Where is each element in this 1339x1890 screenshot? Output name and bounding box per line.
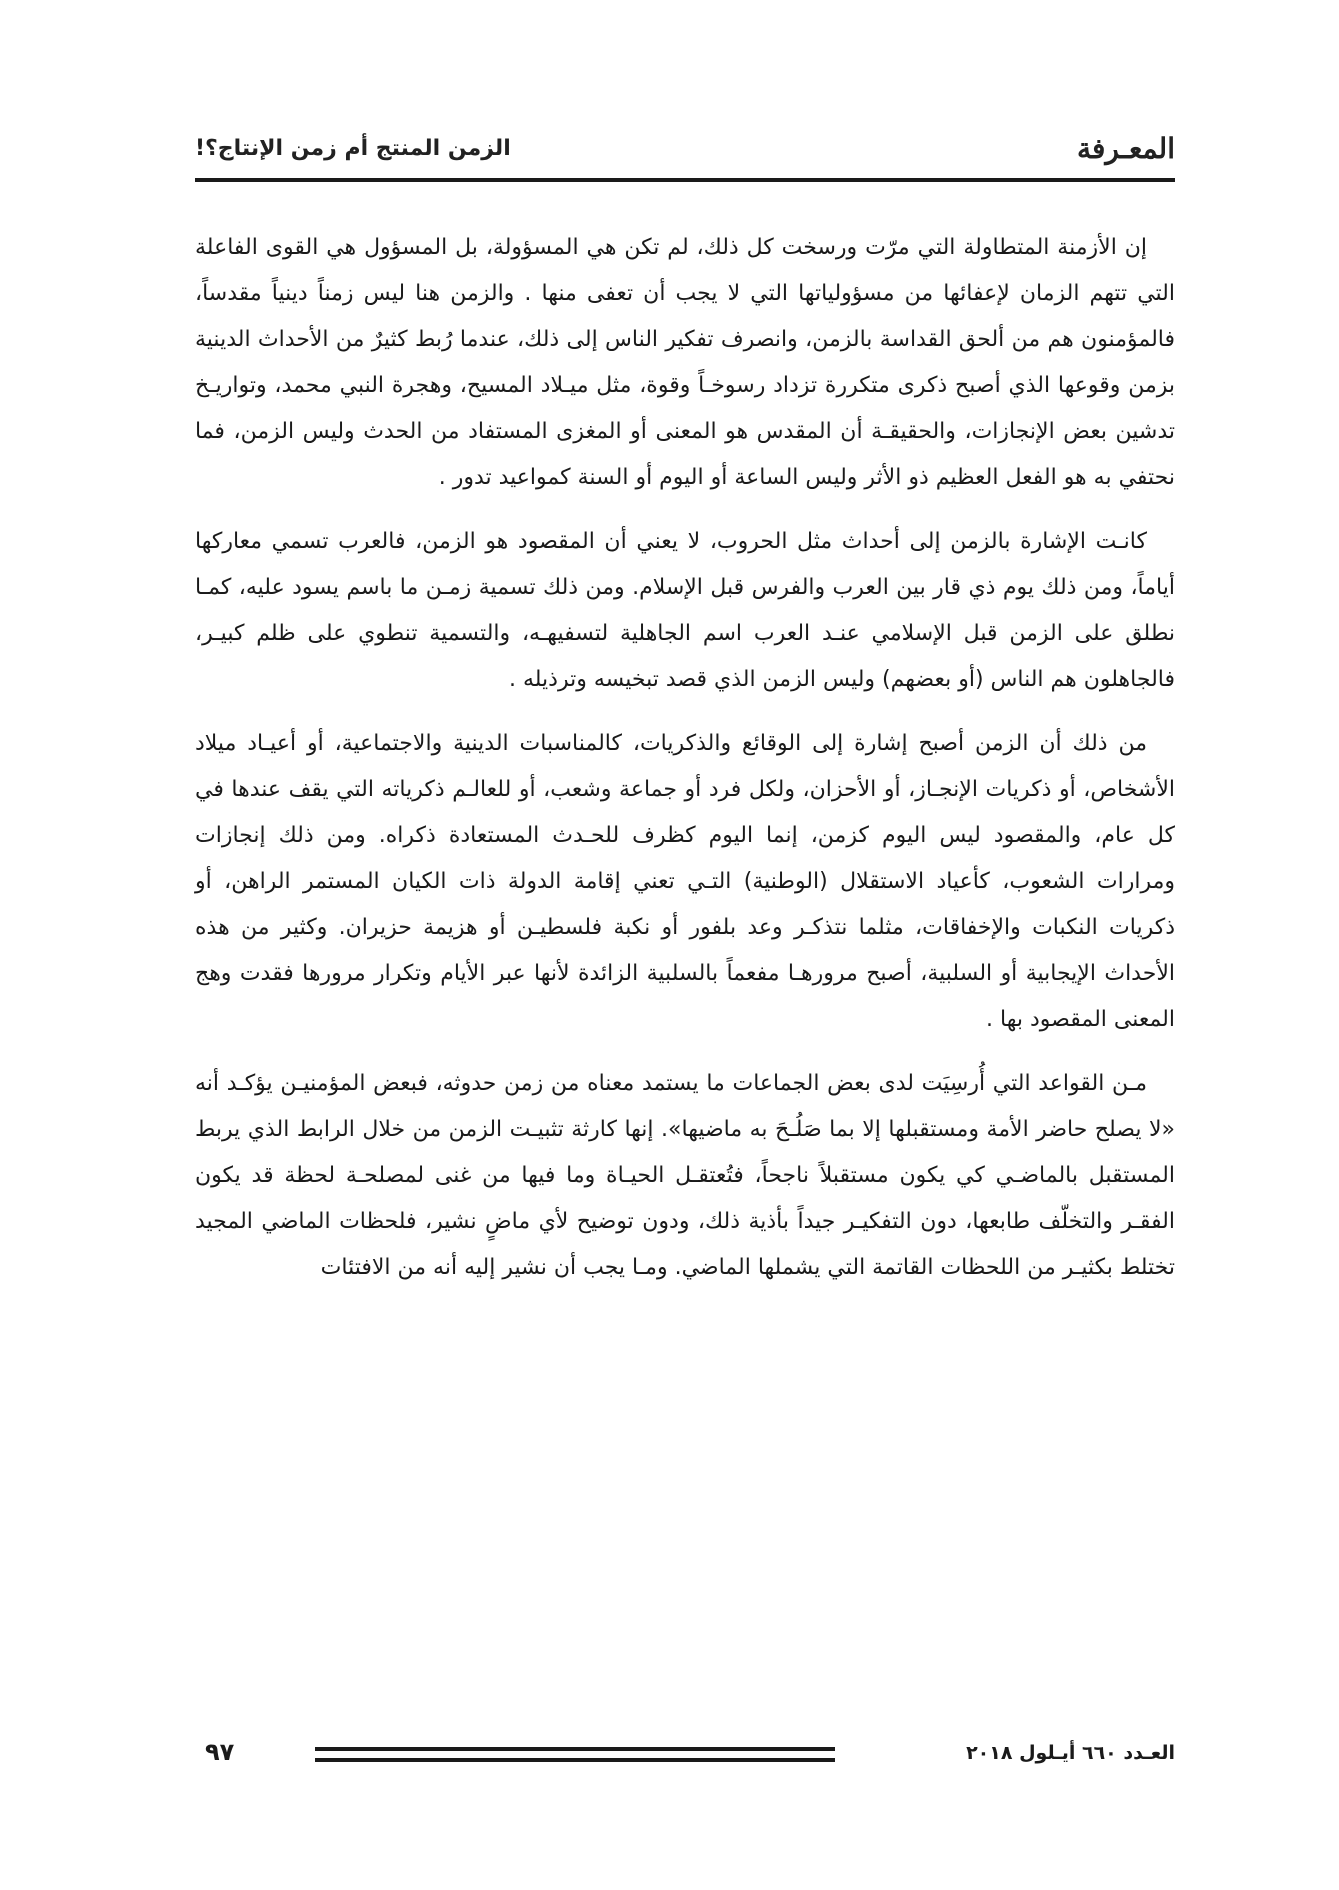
footer-rule: [315, 1758, 835, 1762]
issue-info: العـدد ٦٦٠ أيـلول ٢٠١٨: [966, 1742, 1175, 1764]
page-header: [195, 128, 1175, 174]
running-title: الزمن المنتج أم زمن الإنتاج؟!: [195, 136, 511, 161]
paragraph: من ذلك أن الزمن أصبح إشارة إلى الوقائع والذكريات، كالمناسبات الدينية والاجتماعية، أو أعيـاد ميلاد الأشخاص، أو ذكريات الإنجـاز، أو الأحزان، ولكل فرد أو جماعة وشعب، أو للعالـم ذكرياته التي يقف عندها في كل عام، والمقصود ليس اليوم كزمن، إنما اليوم كظرف للحـدث المستعادة ذكراه. ومن ذلك إنجازات ومرارات الشعوب، كأعياد الاستقلال (الوطنية) التـي تعني إقامة الدولة ذات الكيان المستمر الراهن، أو ذكريات النكبات والإخفاقات، مثلما نتذكـر وعد بلفور أو نكبة فلسطيـن أو هزيمة حزيران. وكثير من هذه الأحداث الإيجابية أو السلبية، أصبح مرورهـا مفعماً بالسلبية الزائدة لأنها عبر الأيام وتكرار مرورها فقدت وهج المعنى المقصود بها .: [195, 731, 1175, 1032]
paragraph: كانـت الإشارة بالزمن إلى أحداث مثل الحروب، لا يعني أن المقصود هو الزمن، فالعرب تسمي معاركها أياماً، ومن ذلك يوم ذي قار بين العرب والفرس قبل الإسلام. ومن ذلك تسمية زمـن ما باسم يسود عليه، كمـا نطلق على الزمن قبل الإسلامي عنـد العرب اسم الجاهلية لتسفيهـه، والتسمية تنطوي على ظلم كبيـر، فالجاهلون هم الناس (أو بعضهم) وليس الزمن الذي قصد تبخيسه وترذيله .: [195, 529, 1175, 692]
paragraph: مـن القواعد التي أُرسِيَت لدى بعض الجماعات ما يستمد معناه من زمن حدوثه، فبعض المؤمنيـن يؤكـد أنه «لا يصلح حاضر الأمة ومستقبلها إلا بما صَلُـحَ به ماضيها». إنها كارثة تثبيـت الزمن من خلال الرابط الذي يربط المستقبل بالماضـي كي يكون مستقبلاً ناجحاً، فتُعتقـل الحيـاة وما فيها من غنى لمصلحـة لحظة قد يكون الفقـر والتخلّف طابعها، دون التفكيـر جيداً بأذية ذلك، ودون توضيح لأي ماضٍ نشير، فلحظات الماضي المجيد تختلط بكثيـر من اللحظات القاتمة التي يشملها الماضي. ومـا يجب أن نشير إليه أنه من الافتئات: [195, 1071, 1175, 1280]
page-number: ٩٧: [205, 1738, 235, 1766]
page-footer: [195, 1738, 1175, 1778]
journal-logo: المعـرفة: [1076, 132, 1175, 165]
header-rule: [195, 178, 1175, 182]
paragraph: إن الأزمنة المتطاولة التي مرّت ورسخت كل ذلك، لم تكن هي المسؤولة، بل المسؤول هي القوى الفاعلة التي تتهم الزمان لإعفائها من مسؤولياتها التي لا يجب أن تعفى منها . والزمن هنا ليس زمناً دينياً مقدساً، فالمؤمنون هم من ألحق القداسة بالزمن، وانصرف تفكير الناس إلى ذلك، عندما رُبط كثيرٌ من الأحداث الدينية بزمن وقوعها الذي أصبح ذكرى متكررة تزداد رسوخـاً وقوة، مثل ميـلاد المسيح، وهجرة النبي محمد، وتواريـخ تدشين بعض الإنجازات، والحقيقـة أن المقدس هو المعنى أو المغزى المستفاد من الحدث وليس الزمن، فما نحتفي به هو الفعل العظيم ذو الأثر وليس الساعة أو اليوم أو السنة كمواعيد تدور .: [195, 235, 1175, 490]
article-body: [195, 225, 1175, 1309]
footer-rule: [315, 1747, 835, 1751]
